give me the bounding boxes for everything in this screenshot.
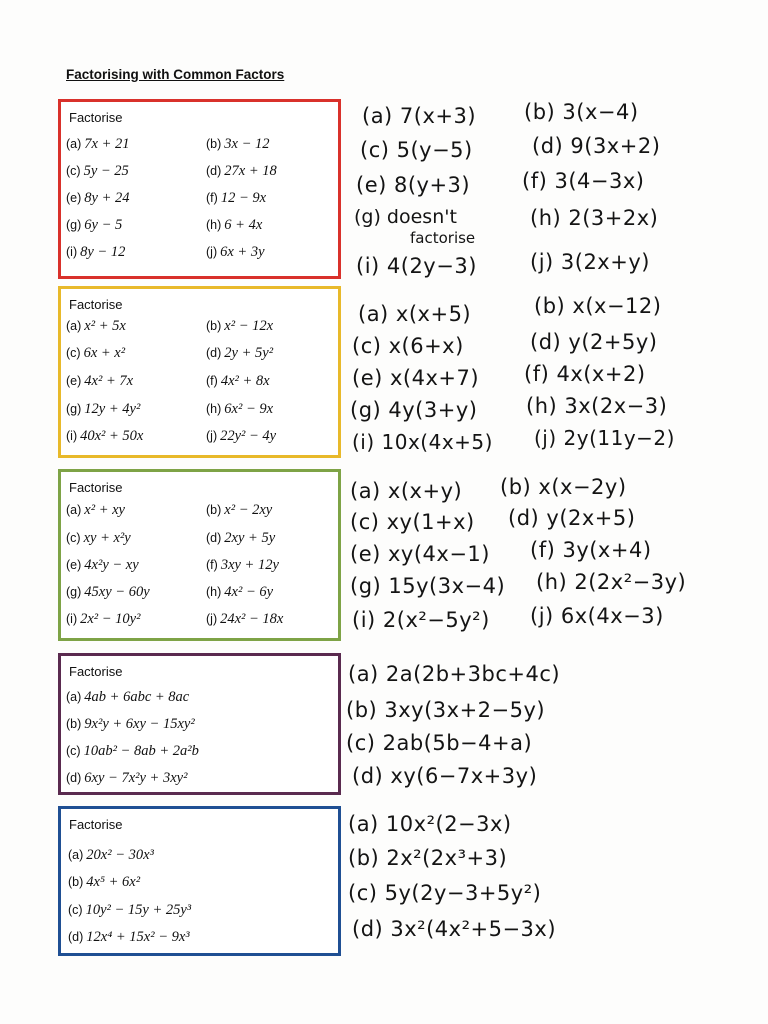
question-label: (f)	[206, 191, 218, 205]
answer: (d) y(2x+5)	[508, 506, 636, 530]
answer: (b) 3(x−4)	[524, 100, 639, 124]
question-label: (b)	[68, 875, 84, 889]
page-title: Factorising with Common Factors	[66, 67, 285, 82]
answer: (g) doesn't	[354, 206, 457, 228]
question	[206, 163, 277, 180]
answer: (d) xy(6−7x+3y)	[352, 764, 538, 788]
question-label: (b)	[206, 319, 222, 333]
question	[66, 689, 189, 706]
question-label: (d)	[206, 346, 222, 360]
question-label: (c)	[66, 531, 81, 545]
answer: (c) xy(1+x)	[350, 510, 475, 534]
question	[68, 929, 190, 946]
box-header: Factorise	[69, 817, 123, 832]
answer: (d) 3x²(4x²+5−3x)	[352, 917, 557, 941]
answer: (e) 8(y+3)	[356, 173, 471, 197]
answer: (i) 4(2y−3)	[356, 254, 477, 278]
question-label: (e)	[66, 558, 82, 572]
question	[206, 584, 273, 601]
question-label: (h)	[206, 585, 222, 599]
question-label: (d)	[68, 930, 84, 944]
question-label: (c)	[68, 903, 83, 917]
answer: (b) x(x−2y)	[500, 475, 627, 499]
box-header: Factorise	[69, 297, 123, 312]
question-label: (b)	[206, 503, 222, 517]
question	[66, 373, 133, 390]
question-expression: 40x² + 50x	[80, 428, 144, 444]
question	[66, 401, 140, 418]
answer: (j) 2y(11y−2)	[534, 426, 675, 450]
answer: (c) 5(y−5)	[360, 138, 473, 162]
answer: (h) 3x(2x−3)	[526, 394, 668, 418]
question	[206, 611, 283, 628]
question-expression: 3xy + 12y	[220, 557, 279, 573]
answer: (c) 2ab(5b−4+a)	[346, 731, 533, 755]
question	[66, 557, 139, 574]
question-expression: 4x² + 8x	[220, 373, 270, 389]
question-expression: x² + xy	[84, 502, 125, 518]
question	[66, 244, 125, 261]
question-expression: 8y − 12	[80, 244, 126, 260]
question-expression: 4x² + 7x	[84, 373, 134, 389]
answer: (d) y(2+5y)	[530, 330, 658, 354]
answer: (d) 9(3x+2)	[532, 134, 661, 158]
question	[66, 502, 125, 519]
answer: (f) 4x(x+2)	[524, 362, 646, 386]
question	[66, 318, 126, 335]
question-expression: 9x²y + 6xy − 15xy²	[84, 716, 195, 732]
question	[206, 345, 273, 362]
answer: (b) x(x−12)	[534, 294, 662, 318]
answer: (a) x(x+5)	[358, 302, 472, 326]
question	[206, 502, 272, 519]
question-expression: 6x + 3y	[220, 244, 265, 260]
question-expression: 12y + 4y²	[84, 401, 141, 417]
question-expression: 22y² − 4y	[220, 428, 277, 444]
answer: (h) 2(2x²−3y)	[536, 570, 687, 594]
answer: (f) 3(4−3x)	[522, 169, 645, 193]
answer: (i) 10x(4x+5)	[352, 430, 493, 454]
question	[206, 530, 275, 547]
question-expression: 6x² − 9x	[224, 401, 274, 417]
answer: (f) 3y(x+4)	[530, 538, 652, 562]
question-expression: 8y + 24	[84, 190, 130, 206]
question-label: (a)	[66, 690, 82, 704]
box-header: Factorise	[69, 480, 123, 495]
answer: (e) x(4x+7)	[352, 366, 480, 390]
question-label: (d)	[66, 771, 82, 785]
question-expression: 20x² − 30x³	[86, 847, 154, 863]
question	[66, 136, 130, 153]
question	[66, 743, 199, 760]
answer: (c) x(6+x)	[352, 334, 464, 358]
box-header: Factorise	[69, 110, 123, 125]
question-label: (a)	[66, 319, 82, 333]
question-label: (i)	[66, 245, 78, 259]
question	[66, 770, 187, 787]
answer: (a) x(x+y)	[350, 479, 463, 503]
question-label: (b)	[66, 717, 82, 731]
question-expression: 6y − 5	[84, 217, 123, 233]
answer: (g) 15y(3x−4)	[350, 574, 506, 598]
question-label: (g)	[66, 585, 82, 599]
question-label: (f)	[206, 558, 218, 572]
question-expression: 6 + 4x	[224, 217, 263, 233]
answer: (g) 4y(3+y)	[350, 398, 478, 422]
question-expression: 4x² − 6y	[224, 584, 274, 600]
question-expression: 6x + x²	[83, 345, 126, 361]
question	[206, 190, 266, 207]
question-label: (i)	[66, 612, 78, 626]
question-expression: 7x + 21	[84, 136, 130, 152]
question	[206, 557, 279, 574]
question-expression: 6xy − 7x²y + 3xy²	[84, 770, 188, 786]
question-label: (c)	[66, 164, 81, 178]
question-label: (c)	[66, 744, 81, 758]
question	[206, 373, 270, 390]
question	[206, 244, 265, 261]
question-label: (j)	[206, 429, 218, 443]
question	[206, 318, 273, 335]
answer: (i) 2(x²−5y²)	[352, 608, 490, 632]
question-label: (b)	[206, 137, 222, 151]
question-expression: 45xy − 60y	[84, 584, 150, 600]
question-expression: 10y² − 15y + 25y³	[85, 902, 192, 918]
question	[206, 401, 273, 418]
question-label: (j)	[206, 245, 218, 259]
answer: (h) 2(3+2x)	[530, 206, 659, 230]
question-expression: x² − 12x	[224, 318, 274, 334]
question-label: (j)	[206, 612, 218, 626]
question-label: (g)	[66, 402, 82, 416]
question	[66, 611, 140, 628]
question-label: (a)	[68, 848, 84, 862]
question	[206, 217, 262, 234]
question-expression: 4ab + 6abc + 8ac	[84, 689, 190, 705]
question	[66, 190, 130, 207]
question-expression: 2x² − 10y²	[80, 611, 141, 627]
answer-note: factorise	[410, 229, 476, 247]
question	[66, 530, 131, 547]
question-expression: x² − 2xy	[224, 502, 273, 518]
question-expression: 12 − 9x	[220, 190, 267, 206]
question	[66, 428, 143, 445]
question	[66, 163, 129, 180]
question-expression: 12x⁴ + 15x² − 9x³	[86, 929, 190, 945]
question-label: (d)	[206, 164, 222, 178]
question-expression: 2xy + 5y	[224, 530, 276, 546]
question	[66, 716, 195, 733]
question-label: (c)	[66, 346, 81, 360]
question-expression: xy + x²y	[83, 530, 131, 546]
question	[68, 902, 191, 919]
question-label: (h)	[206, 402, 222, 416]
question-label: (d)	[206, 531, 222, 545]
question-expression: 10ab² − 8ab + 2a²b	[83, 743, 199, 759]
question	[68, 874, 140, 891]
answer: (a) 7(x+3)	[362, 104, 477, 128]
question	[66, 345, 125, 362]
question-expression: 5y − 25	[83, 163, 129, 179]
answer: (b) 3xy(3x+2−5y)	[346, 698, 546, 722]
question-label: (f)	[206, 374, 218, 388]
question-label: (i)	[66, 429, 78, 443]
question-expression: 2y + 5y²	[224, 345, 274, 361]
question-label: (e)	[66, 374, 82, 388]
question-expression: 4x⁵ + 6x²	[86, 874, 141, 890]
question-label: (e)	[66, 191, 82, 205]
answer: (j) 6x(4x−3)	[530, 604, 664, 628]
question	[206, 136, 270, 153]
answer: (a) 2a(2b+3bc+4c)	[348, 662, 561, 686]
question-label: (a)	[66, 137, 82, 151]
question-expression: 27x + 18	[224, 163, 277, 179]
answer: (b) 2x²(2x³+3)	[348, 846, 508, 870]
question-label: (a)	[66, 503, 82, 517]
question-expression: 4x²y − xy	[84, 557, 139, 573]
question	[206, 428, 276, 445]
question	[68, 847, 154, 864]
answer: (c) 5y(2y−3+5y²)	[348, 881, 542, 905]
question	[66, 584, 150, 601]
answer: (a) 10x²(2−3x)	[348, 812, 512, 836]
box-header: Factorise	[69, 664, 123, 679]
answer: (j) 3(2x+y)	[530, 250, 650, 274]
question-expression: x² + 5x	[84, 318, 126, 334]
question-label: (g)	[66, 218, 82, 232]
answer: (e) xy(4x−1)	[350, 542, 490, 566]
question-expression: 24x² − 18x	[220, 611, 284, 627]
question-expression: 3x − 12	[224, 136, 270, 152]
question-label: (h)	[206, 218, 222, 232]
question	[66, 217, 122, 234]
